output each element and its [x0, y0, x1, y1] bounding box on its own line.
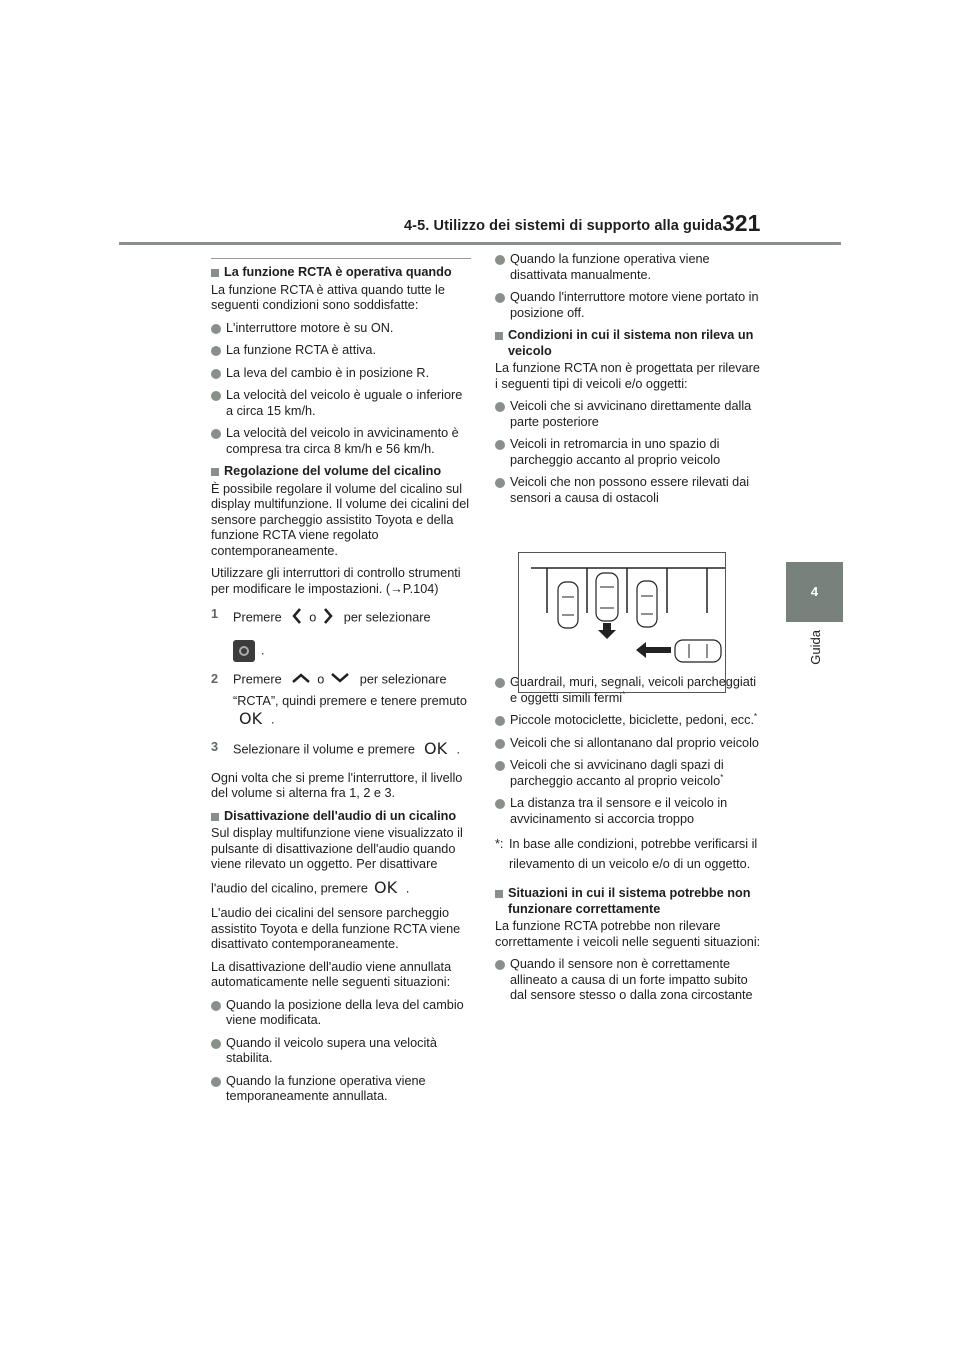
chevron-left-icon [291, 607, 303, 630]
footnote-text: In base alle condizioni, potrebbe verificarsi il rilevamento di un veicolo e/o di un oggetto. [509, 837, 758, 871]
list-item: Veicoli in retromarcia in uno spazio di parcheggio accanto al proprio veicolo [495, 437, 761, 468]
paragraph: Ogni volta che si preme l'interruttore, il livello del volume si alterna fra 1, 2 e 3. [211, 770, 463, 800]
step-3 [211, 740, 471, 761]
svg-text:OK: OK [239, 709, 263, 726]
footnote-mark: *: [495, 837, 504, 851]
heading-buzzer-volume: Regolazione del volume del cicalino [211, 464, 471, 480]
paragraph-text: l'audio del cicalino, premere [211, 881, 368, 896]
chevron-down-icon [330, 672, 350, 689]
ok-icon [424, 740, 450, 761]
step-text: Premere [233, 610, 282, 625]
list-item: Quando la funzione operativa viene disattivata manualmente. [495, 252, 761, 283]
ok-icon [239, 710, 265, 731]
step-number: 1 [211, 607, 219, 621]
list-item: Veicoli che si allontanano dal proprio veicolo [495, 736, 761, 752]
step-text: per selezionare [343, 610, 431, 625]
step-text: . [456, 742, 461, 757]
step-2 [211, 672, 471, 731]
section-divider [211, 258, 471, 281]
gear-icon [233, 640, 255, 662]
paragraph: La funzione RCTA non è progettata per rilevare i seguenti tipi di veicoli e/o oggetti: [495, 361, 760, 391]
arrow-down-icon [598, 630, 616, 639]
arrow-left-icon [636, 642, 646, 658]
step-text: Selezionare il volume e premere [233, 742, 415, 757]
section-title: 4-5. Utilizzo dei sistemi di supporto alla guida [404, 218, 723, 234]
car-icon [558, 582, 578, 628]
paragraph: Utilizzare gli interruttori di controllo strumenti per modificare le impostazioni. (→P.104) [211, 566, 461, 596]
list-item-text: Veicoli che si avvicinano dagli spazi di parcheggio accanto al proprio veicolo [510, 758, 724, 788]
page-number: 321 [722, 210, 761, 236]
paragraph: La funzione RCTA è attiva quando tutte le seguenti condizioni sono soddisfatte: [211, 282, 445, 312]
step-text: . [271, 712, 275, 727]
step-text: per selezionare [359, 672, 447, 687]
left-column [211, 258, 471, 1112]
list-item: Quando l'interruttore motore viene portato in posizione off. [495, 290, 761, 321]
step-text: o [317, 672, 325, 687]
chevron-up-icon [291, 672, 311, 689]
list-item: La velocità del veicolo è uguale o inferiore a circa 15 km/h. [211, 388, 471, 419]
heading-buzzer-mute: Disattivazione dell'audio di un cicalino [211, 809, 471, 825]
chapter-tab[interactable]: 4 [786, 562, 843, 622]
chapter-label [786, 630, 843, 675]
step-1 [211, 607, 471, 662]
car-icon [637, 581, 657, 627]
paragraph [211, 879, 471, 900]
list-item: Veicoli che si avvicinano direttamente dalla parte posteriore [495, 399, 761, 430]
list-item [495, 758, 761, 789]
step-text: . [261, 642, 265, 657]
footnote-marker: * [622, 689, 626, 699]
footnote-marker: * [720, 772, 724, 782]
parking-illustration [518, 552, 726, 693]
paragraph: L'audio dei cicalini del sensore parcheggio assistito Toyota e della funzione RCTA viene disattivato contemporaneamente. [211, 906, 461, 951]
list-item-text: Guardrail, muri, segnali, veicoli parcheggiati e oggetti simili fermi [510, 675, 757, 705]
footnote [495, 834, 761, 874]
list-item [495, 713, 761, 729]
paragraph-text: . [405, 881, 410, 896]
list-item: La funzione RCTA è attiva. [211, 343, 471, 359]
list-item: Quando il sensore non è correttamente allineato a causa di un forte impatto subito dal sensore stesso o dalla zona circostante [495, 957, 761, 1004]
paragraph: La disattivazione dell'audio viene annullata automaticamente nelle seguenti situazioni: [211, 959, 452, 989]
list-item: La leva del cambio è in posizione R. [211, 366, 471, 382]
heading-rcta-operative: La funzione RCTA è operativa quando [211, 265, 471, 281]
car-icon [596, 573, 618, 621]
svg-text:OK: OK [424, 740, 448, 756]
step-number: 2 [211, 671, 219, 686]
step-text: o [309, 610, 317, 625]
ok-icon [374, 879, 400, 900]
list-item: Quando il veicolo supera una velocità stabilita. [211, 1036, 471, 1067]
chevron-right-icon [322, 607, 334, 630]
paragraph: La funzione RCTA potrebbe non rilevare correttamente i veicoli nelle seguenti situazioni: [495, 919, 761, 949]
step-text: Premere [233, 672, 282, 687]
paragraph: Sul display multifunzione viene visualizzato il pulsante di disattivazione dell'audio quando viene rilevato un oggetto. Per disattivare [211, 826, 463, 871]
step-number: 3 [211, 740, 219, 754]
chapter-label-text: Guida [808, 630, 823, 665]
heading-malfunction: Situazioni in cui il sistema potrebbe non funzionare correttamente [495, 886, 761, 917]
parking-svg [519, 553, 725, 692]
list-item: Veicoli che non possono essere rilevati dai sensori a causa di ostacoli [495, 475, 761, 506]
list-item: La distanza tra il sensore e il veicolo in avvicinamento si accorcia troppo [495, 796, 761, 827]
list-item: La velocità del veicolo in avvicinamento è compresa tra circa 8 km/h e 56 km/h. [211, 426, 471, 457]
list-item-text: Piccole motociclette, biciclette, pedoni, ecc. [510, 713, 754, 727]
paragraph: È possibile regolare il volume del cicalino sul display multifunzione. Il volume dei cicalini del sensore parcheggio assistito Toyota e della funzione RCTA viene regolato contemporaneamente. [211, 481, 470, 558]
svg-text:OK: OK [373, 878, 397, 895]
header-divider [119, 242, 841, 245]
car-icon [675, 640, 721, 662]
step-text: “RCTA”, quindi premere e tenere premuto [233, 694, 467, 708]
footnote-marker: * [754, 711, 758, 721]
list-item: Quando la posizione della leva del cambio viene modificata. [211, 998, 471, 1029]
heading-not-detected: Condizioni in cui il sistema non rileva un veicolo [495, 328, 761, 359]
list-item: Quando la funzione operativa viene temporaneamente annullata. [211, 1074, 471, 1105]
list-item: L'interruttore motore è su ON. [211, 321, 471, 337]
